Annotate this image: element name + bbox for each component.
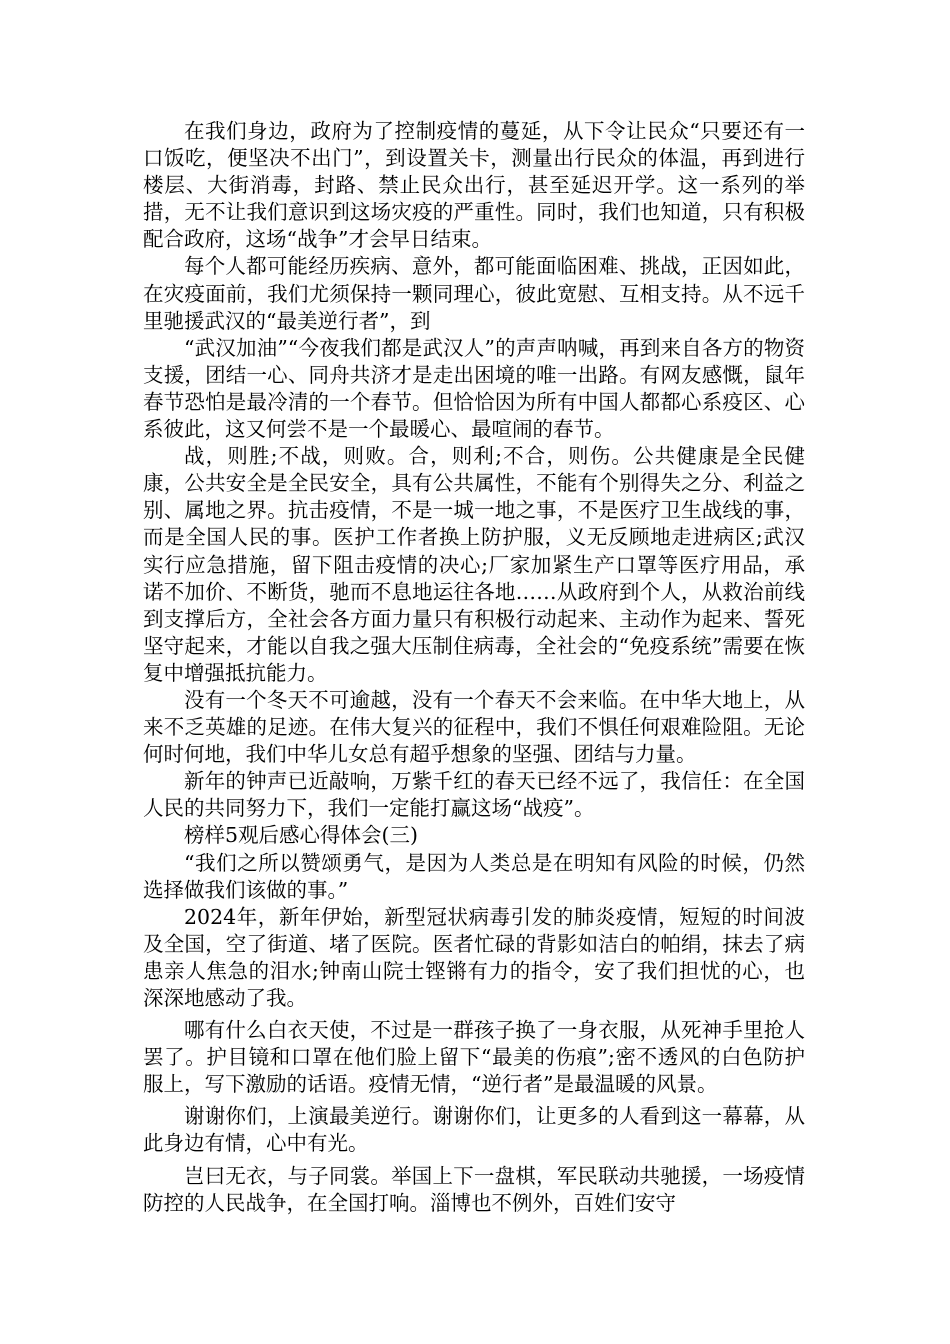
section-heading: 榜样5观后感心得体会(三) bbox=[184, 823, 419, 848]
paragraph: 谢谢你们，上演最美逆行。谢谢你们，让更多的人看到这一幕幕，从此身边有情，心中有光。 bbox=[143, 1104, 805, 1156]
quote-paragraph: “我们之所以赞颂勇气，是因为人类总是在明知有风险的时候，仍然选择做我们该做的事。” bbox=[143, 850, 805, 902]
paragraph: “武汉加油”“今夜我们都是武汉人”的声声呐喊，再到来自各方的物资支援，团结一心、同舟共济才是走出困境的唯一出路。有网友感慨，鼠年春节恐怕是最冷清的一个春节。但恰恰因为所有中国人都都心系疫区、心系彼此，这又何尝不是一个最暖心、最喧闹的春节。 bbox=[143, 335, 805, 442]
paragraph: 2024年，新年伊始，新型冠状病毒引发的肺炎疫情，短短的时间波及全国，空了街道、堵了医院。医者忙碌的背影如洁白的帕绢，抹去了病患亲人焦急的泪水;钟南山院士铿锵有力的指令，安了我们担忧的心，也深深地感动了我。 bbox=[143, 904, 805, 1010]
paragraph: 新年的钟声已近敲响，万紫千红的春天已经不远了，我信任：在全国人民的共同努力下，我们一定能打赢这场“战疫”。 bbox=[143, 769, 805, 821]
paragraph: 岂曰无衣，与子同裳。举国上下一盘棋，军民联动共驰援，一场疫情防控的人民战争，在全国打响。淄博也不例外，百姓们安守 bbox=[143, 1163, 805, 1215]
paragraph: 战，则胜;不战，则败。合，则利;不合，则伤。公共健康是全民健康，公共安全是全民安全，具有公共属性，不能有个别得失之分、利益之别、属地之界。抗击疫情，不是一城一地之事，不是医疗卫生战线的事，而是全国人民的事。医护工作者换上防护服，义无反顾地走进病区;武汉实行应急措施，留下阻击疫情的决心;厂家加紧生产口罩等医疗用品，承诺不加价、不断货，驰而不息地运往各地……从政府到个人，从救治前线到支撑后方，全社会各方面力量只有积极行动起来、主动作为起来、誓死坚守起来，才能以自我之强大压制住病毒，全社会的“免疫系统”需要在恢复中增强抵抗能力。 bbox=[143, 444, 805, 685]
paragraph: 哪有什么白衣天使，不过是一群孩子换了一身衣服，从死神手里抢人罢了。护目镜和口罩在他们脸上留下“最美的伤痕”;密不透风的白色防护服上，写下激励的话语。疫情无情，“逆行者”是最温暖的风景。 bbox=[143, 1018, 805, 1097]
document-body bbox=[143, 118, 805, 1217]
paragraph: 在我们身边，政府为了控制疫情的蔓延，从下令让民众“只要还有一口饭吃，便坚决不出门”，到设置关卡，测量出行民众的体温，再到进行楼层、大街消毒，封路、禁止民众出行，甚至延迟开学。这一系列的举措，无不让我们意识到这场灾疫的严重性。同时，我们也知道，只有积极配合政府，这场“战争”才会早日结束。 bbox=[143, 119, 805, 252]
paragraph: 每个人都可能经历疾病、意外，都可能面临困难、挑战，正因如此，在灾疫面前，我们尤须保持一颗同理心，彼此宽慰、互相支持。从不远千里驰援武汉的“最美逆行者”，到 bbox=[143, 254, 805, 333]
paragraph: 没有一个冬天不可逾越，没有一个春天不会来临。在中华大地上，从来不乏英雄的足迹。在伟大复兴的征程中，我们不惧任何艰难险阻。无论何时何地，我们中华儿女总有超乎想象的坚强、团结与力量。 bbox=[143, 687, 805, 767]
